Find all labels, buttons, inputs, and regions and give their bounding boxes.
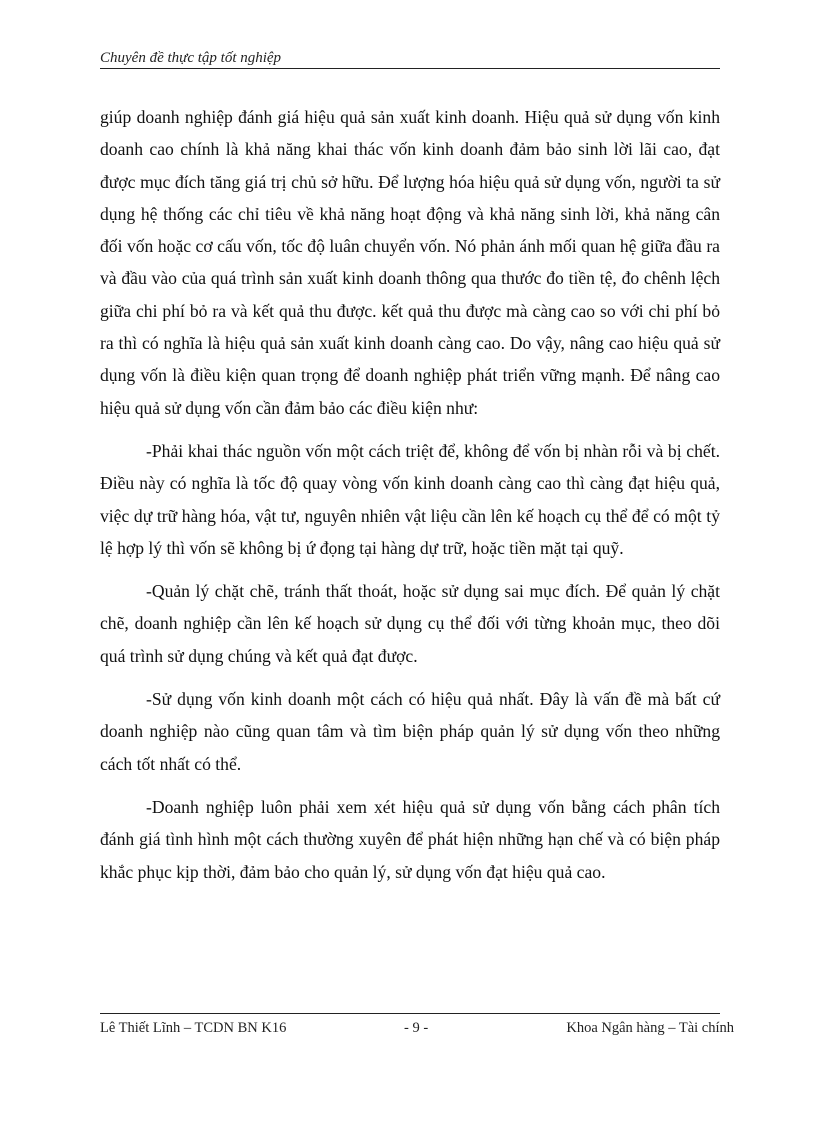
page-header-title: Chuyên đề thực tập tốt nghiệp: [100, 50, 282, 66]
header-divider: [100, 68, 720, 69]
footer-author: Lê Thiết Lĩnh – TCDN BN K16: [100, 1020, 287, 1036]
footer-department: Khoa Ngân hàng – Tài chính: [566, 1020, 734, 1036]
page-body: [100, 101, 720, 899]
body-paragraph-4: -Sử dụng vốn kinh doanh một cách có hiệu quả nhất. Đây là vấn đề mà bất cứ doanh nghiệp nào cũng quan tâm và tìm biện pháp quản lý sử dụng vốn theo những cách tốt nhất có thể.: [100, 689, 720, 774]
body-paragraph-2: -Phải khai thác nguồn vốn một cách triệt để, không để vốn bị nhàn rỗi và bị chết. Điều này có nghĩa là tốc độ quay vòng vốn kinh doanh càng cao thì càng đạt hiệu quả, việc dự trữ hàng hóa, vật tư, nguyên nhiên vật liệu cần lên kế hoạch cụ thể để có một tỷ lệ hợp lý thì vốn sẽ không bị ứ đọng tại hàng dự trữ, hoặc tiền mặt tại quỹ.: [100, 440, 720, 558]
body-paragraph-3: -Quản lý chặt chẽ, tránh thất thoát, hoặc sử dụng sai mục đích. Để quản lý chặt chẽ, doanh nghiệp cần lên kế hoạch sử dụng cụ thể đối với từng khoản mục, theo dõi quá trình sử dụng chúng và kết quả đạt được.: [100, 581, 720, 666]
body-paragraph-5: -Doanh nghiệp luôn phải xem xét hiệu quả sử dụng vốn bằng cách phân tích đánh giá tình hình một cách thường xuyên để phát hiện những hạn chế và có biện pháp khắc phục kịp thời, đảm bảo cho quản lý, sử dụng vốn đạt hiệu quả cao.: [100, 796, 720, 882]
footer-page-number: - 9 -: [404, 1020, 429, 1036]
body-paragraph-1: giúp doanh nghiệp đánh giá hiệu quả sản xuất kinh doanh. Hiệu quả sử dụng vốn kinh doanh cao chính là khả năng khai thác vốn kinh doanh đảm bảo sinh lời lãi cao, đạt được mục đích tăng giá trị chủ sở hữu. Để lượng hóa hiệu quả sử dụng vốn, người ta sử dụng hệ thống các chỉ tiêu về khả năng hoạt động và khả năng sinh lời, khả năng cân đối vốn hoặc cơ cấu vốn, tốc độ luân chuyển vốn. Nó phản ánh mối quan hệ giữa đầu ra và đầu vào của quá trình sản xuất kinh doanh thông qua thước đo tiền tệ, đo chênh lệch giữa chi phí bỏ ra và kết quả thu được. kết quả thu được mà càng cao so với chi phí bỏ ra thì có nghĩa là hiệu quả sản xuất kinh doanh càng cao. Do vậy, nâng cao hiệu quả sử dụng vốn là điều kiện quan trọng để doanh nghiệp phát triển vững mạnh. Để nâng cao hiệu quả sử dụng vốn cần đảm bảo các điều kiện như:: [100, 107, 720, 418]
footer-divider: [100, 1013, 720, 1014]
